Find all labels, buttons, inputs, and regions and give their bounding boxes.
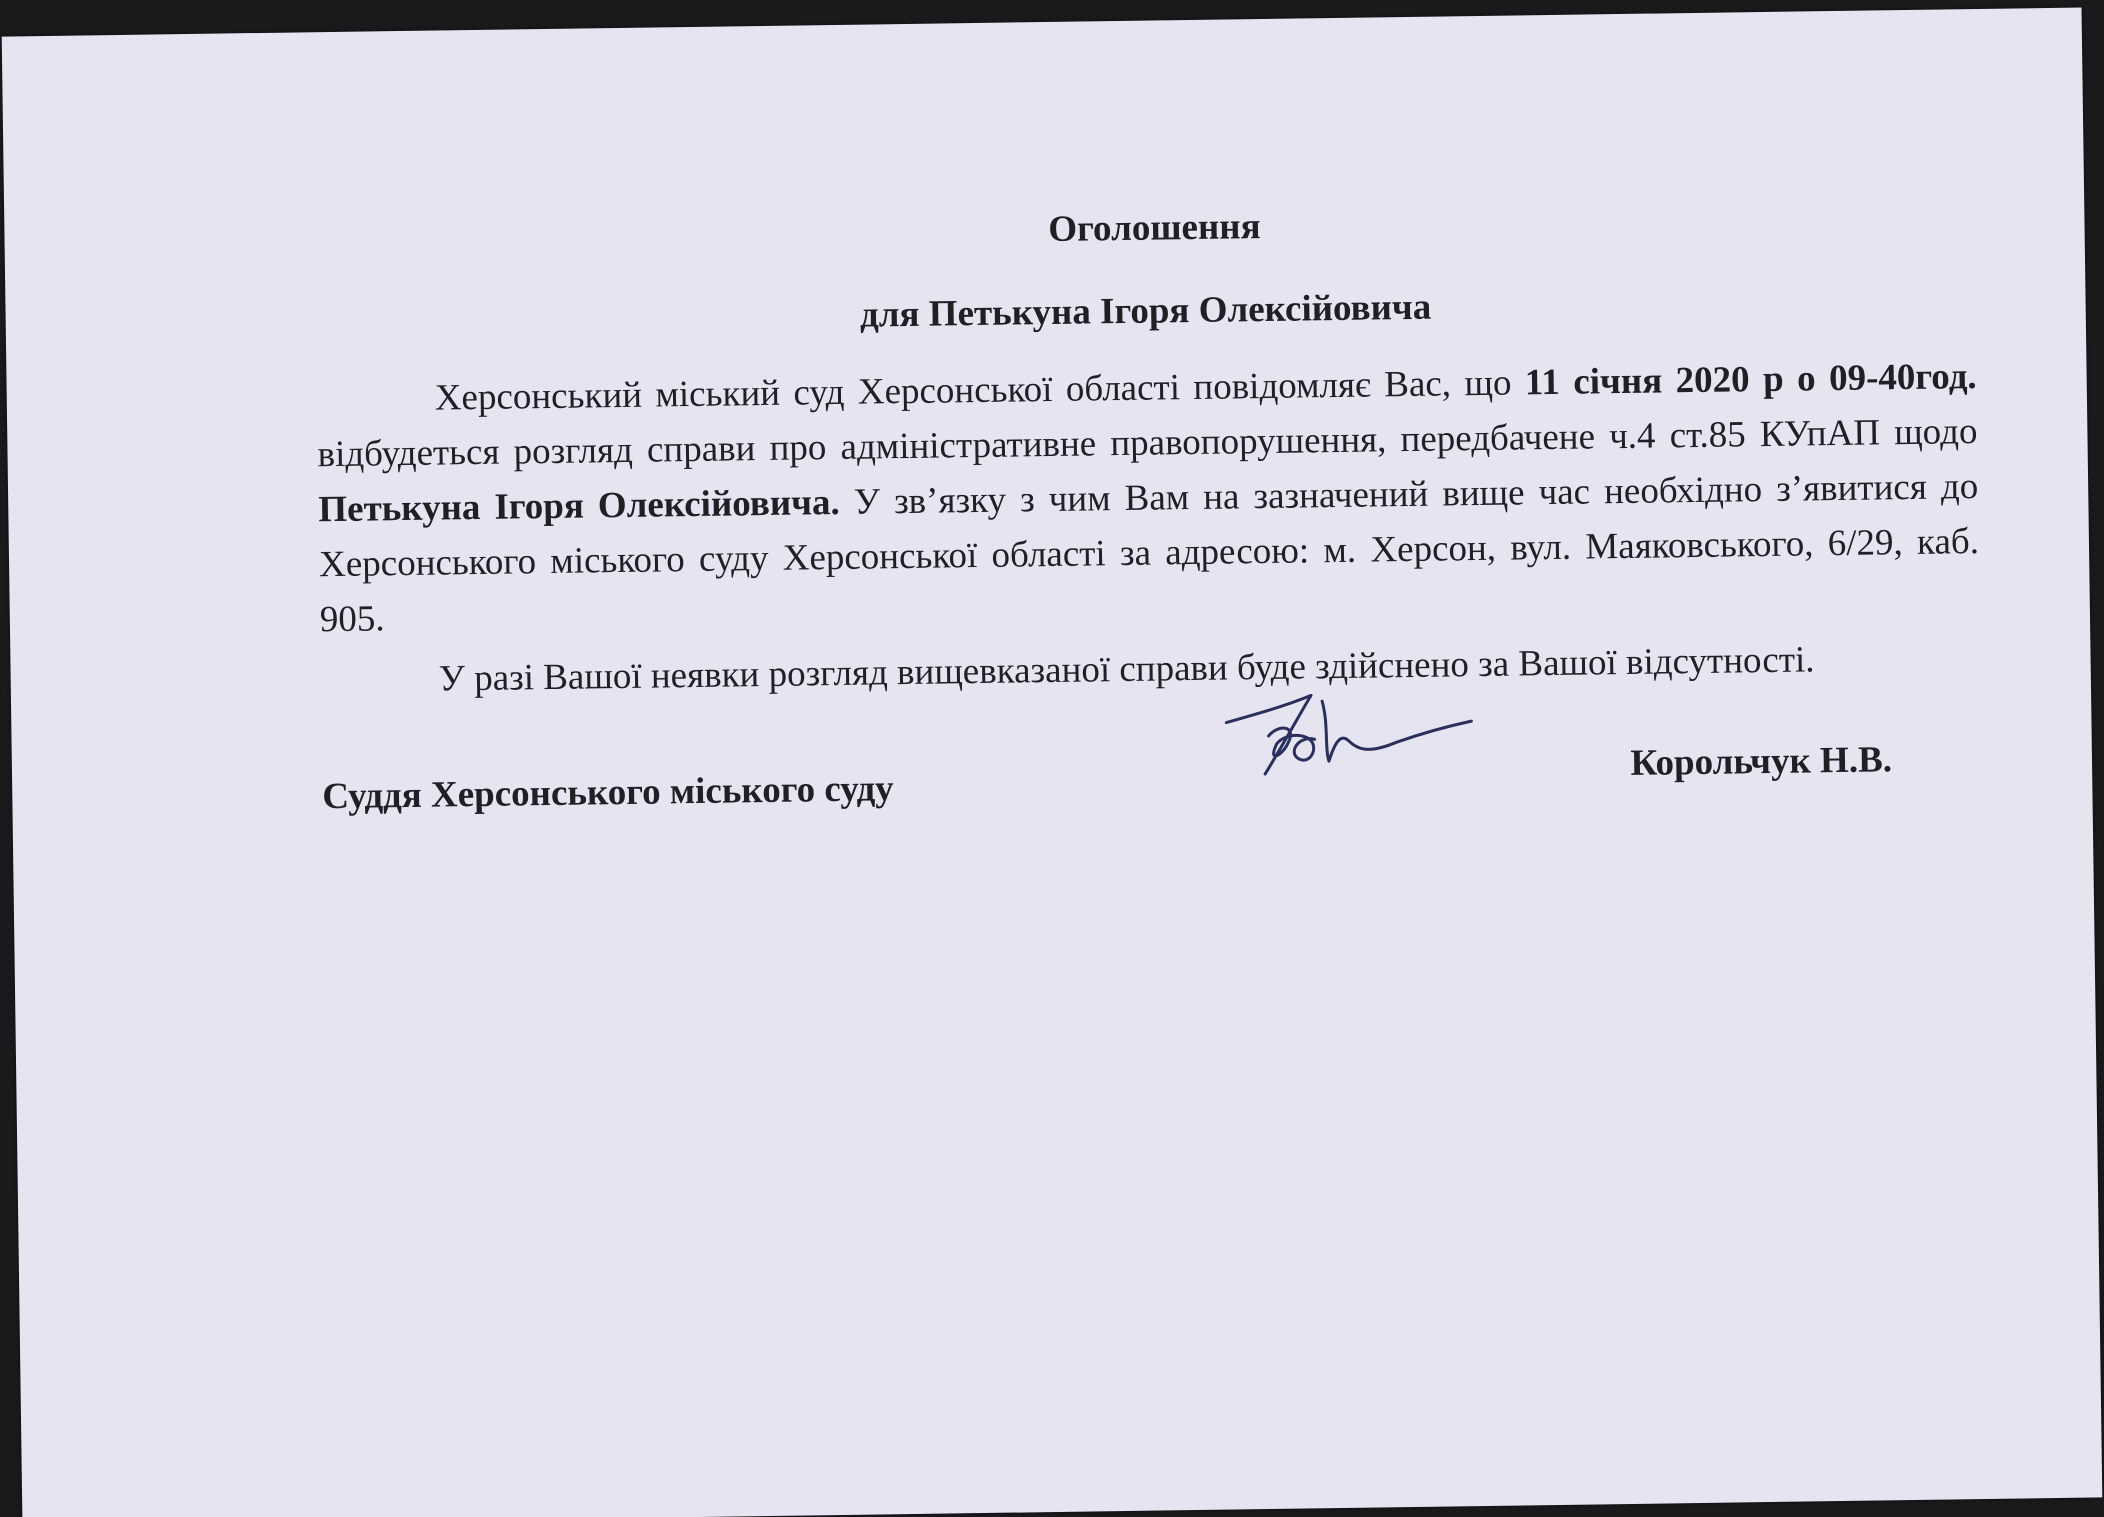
signature-block (321, 696, 1982, 829)
document-body (314, 189, 1982, 829)
document-title: Оголошення (1048, 206, 1261, 250)
notice-text-part2: відбудеться розгляд справи про адміністративне правопорушення, передбачене ч.4 ст.85 КУпАП щодо (317, 411, 1978, 476)
signer-title: Суддя Херсонського міського суду (322, 768, 894, 818)
absence-paragraph: У разі Вашої неявки розгляд вищевказаної справи буде здійснено за Вашої відсутності. (438, 639, 1815, 700)
notice-text-part3: У зв’язку з чим Вам на зазначений вище час необхідно з’явитися до Херсонського міського суду Херсонської області за адресою: м. Херсон, вул. Маяковського, 6/29, каб. 905. (318, 466, 1980, 641)
paper-sheet (2, 8, 2103, 1517)
document-addressee: для Петькуна Ігоря Олексійовича (859, 286, 1432, 336)
hearing-datetime: 11 січня 2020 р о 09-40год. (1524, 356, 1977, 404)
signer-name: Корольчук Н.В. (1630, 739, 1893, 784)
notice-paragraph (316, 349, 1980, 647)
notice-text-part1: Херсонський міський суд Херсонської області повідомляє Вас, що (434, 362, 1526, 419)
handwritten-signature (1216, 681, 1477, 785)
defendant-name: Петькуна Ігоря Олексійовича. (318, 481, 841, 531)
